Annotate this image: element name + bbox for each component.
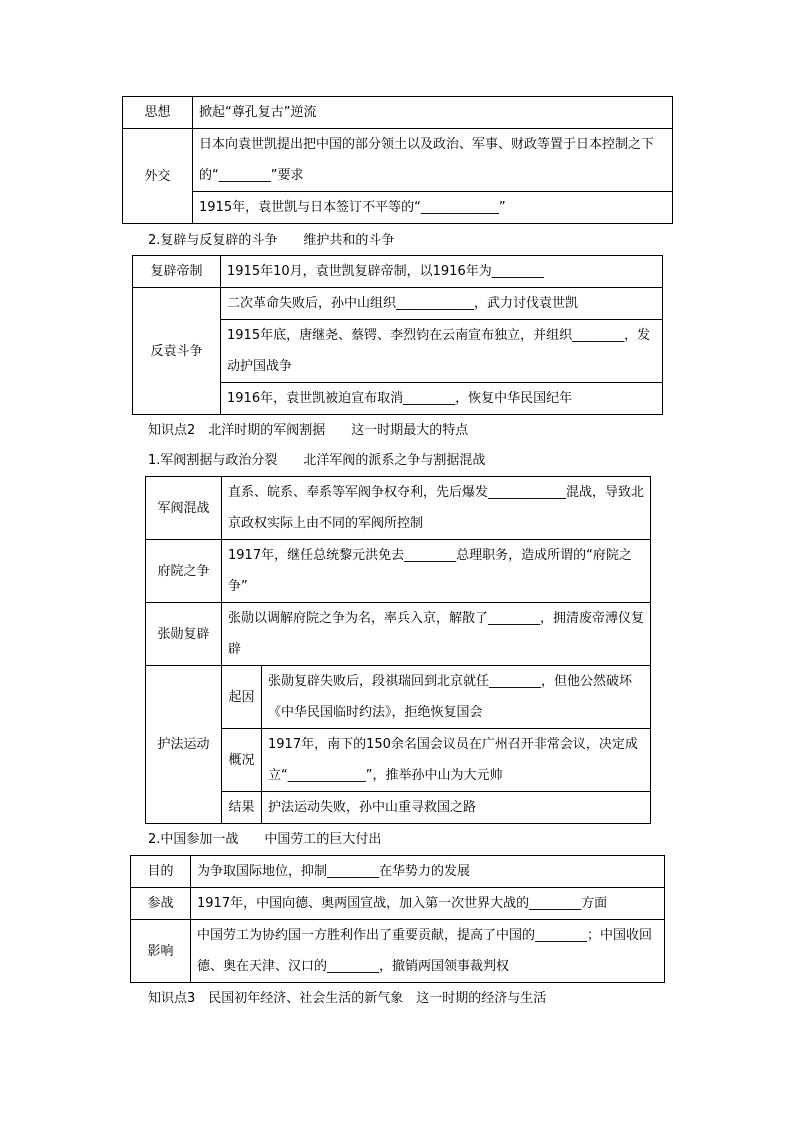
table-china-wwi (130, 855, 665, 983)
section-heading-restoration: 2.复辟与反复辟的斗争 维护共和的斗争 (148, 233, 395, 248)
impact-content: 中国劳工为协约国一方胜利作出了重要贡献，提高了中国的________；中国收回德、奥在天津、汉口的________，撤销两国领事裁判权 (191, 920, 665, 983)
thought-content: 掀起“尊孔复古”逆流 (193, 97, 673, 129)
table-row (131, 888, 665, 920)
table-row (123, 97, 673, 129)
table-row (146, 477, 651, 540)
row-label-impact: 影响 (131, 920, 191, 983)
section-heading-wwi: 2.中国参加一战 中国劳工的巨大付出 (148, 832, 382, 847)
row-label-thought: 思想 (123, 97, 193, 129)
restore-monarchy-content: 1915年10月，袁世凯复辟帝制，以1916年为________ (221, 256, 663, 288)
table-row (146, 603, 651, 666)
zhangxun-restoration-content: 张勋以调解府院之争为名，率兵入京，解散了________，拥清废帝溥仪复辟 (222, 603, 651, 666)
table-restoration-struggle (132, 255, 663, 415)
participation-content: 1917年，中国向德、奥两国宣战，加入第一次世界大战的________方面 (191, 888, 665, 920)
table-row (131, 920, 665, 983)
row-label-restore-monarchy: 复辟帝制 (133, 256, 221, 288)
sublabel-result: 结果 (222, 792, 262, 824)
table-row (133, 288, 663, 320)
table-row (123, 129, 673, 192)
row-label-participation: 参战 (131, 888, 191, 920)
table-warlord-era (145, 476, 651, 824)
knowledge-point-3-heading: 知识点3 民国初年经济、社会生活的新气象 这一时期的经济与生活 (148, 991, 547, 1006)
section-heading-warlords: 1.军阀割据与政治分裂 北洋军阀的派系之争与割据混战 (148, 453, 486, 468)
warlord-wars-content: 直系、皖系、奉系等军阀争权夺利，先后爆发____________混战，导致北京政权实际上由不同的军阀所控制 (222, 477, 651, 540)
diplomacy-demand: 日本向袁世凯提出把中国的部分领土以及政治、军事、财政等置于日本控制之下的“________”要求 (193, 129, 673, 192)
row-label-cabinet-dispute: 府院之争 (146, 540, 222, 603)
table-row (133, 256, 663, 288)
diplomacy-treaty: 1915年，袁世凯与日本签订不平等的“____________” (193, 192, 673, 224)
row-label-anti-yuan: 反袁斗争 (133, 288, 221, 415)
table-row (146, 540, 651, 603)
sublabel-cause: 起因 (222, 666, 262, 729)
anti-yuan-item-3: 1916年，袁世凯被迫宣布取消________，恢复中华民国纪年 (221, 383, 663, 415)
knowledge-point-2-heading: 知识点2 北洋时期的军阀割据 这一时期最大的特点 (148, 423, 469, 438)
table-row (146, 666, 651, 729)
table-row (146, 792, 651, 824)
row-label-zhangxun-restoration: 张勋复辟 (146, 603, 222, 666)
table-politics-diplomacy (122, 96, 673, 224)
table-row (131, 856, 665, 888)
row-label-constitution-protection: 护法运动 (146, 666, 222, 824)
row-label-warlord-wars: 军阀混战 (146, 477, 222, 540)
row-label-diplomacy: 外交 (123, 129, 193, 224)
sublabel-overview: 概况 (222, 729, 262, 792)
row-label-purpose: 目的 (131, 856, 191, 888)
result-content: 护法运动失败，孙中山重寻救国之路 (262, 792, 651, 824)
anti-yuan-item-2: 1915年底，唐继尧、蔡锷、李烈钧在云南宣布独立，并组织________，发动护国战争 (221, 320, 663, 383)
anti-yuan-item-1: 二次革命失败后，孙中山组织____________，武力讨伐袁世凯 (221, 288, 663, 320)
overview-content: 1917年，南下的150余名国会议员在广州召开非常会议，决定成立“____________”，推举孙中山为大元帅 (262, 729, 651, 792)
cabinet-dispute-content: 1917年，继任总统黎元洪免去________总理职务，造成所谓的“府院之争” (222, 540, 651, 603)
table-row (146, 729, 651, 792)
table-row (123, 192, 673, 224)
cause-content: 张勋复辟失败后，段祺瑞回到北京就任________，但他公然破坏《中华民国临时约法》，拒绝恢复国会 (262, 666, 651, 729)
purpose-content: 为争取国际地位，抑制________在华势力的发展 (191, 856, 665, 888)
